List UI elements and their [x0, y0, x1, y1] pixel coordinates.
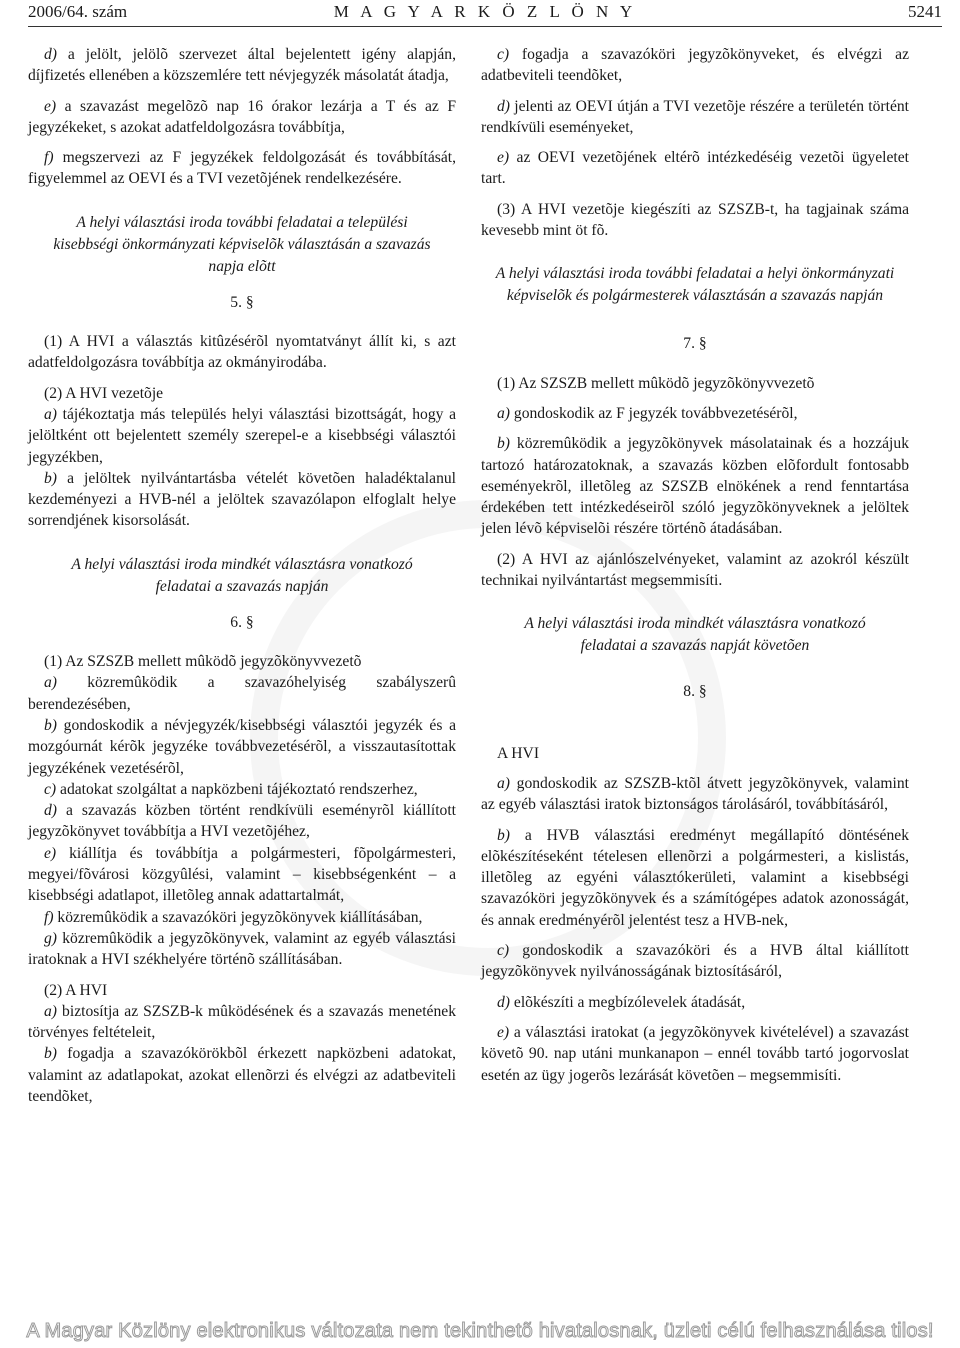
paragraph: (2) A HVI	[44, 981, 108, 999]
issue-number: 2006/64. szám	[28, 2, 128, 21]
list-item: a) közremûködik a szavazóhelyiség szabályszerû berendezésében,	[28, 674, 456, 713]
list-item: c) adatokat szolgáltat a napközbeni tájékoztató rendszerhez,	[44, 780, 418, 798]
list-item: d) a jelölt, jelölõ szervezet által bejelentett igény alapján, díjfizetés ellenében a közszemlére tett névjegyzék másolatát átadja,	[28, 46, 456, 85]
paragraph: (1) Az SZSZB mellett mûködõ jegyzõkönyvvezetõ	[44, 653, 362, 671]
section-heading: A helyi választási iroda további feladatai a helyi önkormányzati képviselõk és polgármesterek választásán a szavazás napján	[495, 265, 895, 305]
paragraph: (2) A HVI az ajánlószelvényeket, valamint az azokról készült technikai nyilvántartást megsemmisíti.	[481, 550, 909, 590]
list-item: d) jelenti az OEVI útján a TVI vezetõje részére a területén történt rendkívüli eseményeket,	[481, 97, 909, 136]
list-item: e) a választási iratokat (a jegyzõkönyvek kivételével) a szavazást követõ 90. nap utáni munkanapon – ennél tovább tartó jogorvoslat esetén az ügy jogerõs lezárását követõen – megsemmisíti.	[481, 1023, 909, 1084]
list-item: a) gondoskodik az SZSZB-ktõl átvett jegyzõkönyvek, valamint az egyéb választási iratok biztonságos tárolásáról, továbbításáról,	[481, 774, 909, 814]
paragraph: (2) A HVI vezetõje	[44, 384, 164, 402]
list-item: b) közremûködik a jegyzõkönyvek másolatainak és a hozzájuk tartozó határozatoknak, a szavazás közben elõfordult fontosabb eseményekrõl, illetõleg az SZSZB elnökének a rend fenntartása érdekében tett intézkedéseirõl szóló jegyzõkönyveknek a jelöltek jelen lévõ képviselõi részére történõ átadásában.	[481, 435, 909, 538]
list-item: a) gondoskodik az F jegyzék továbbvezetésérõl,	[497, 404, 798, 422]
footer-disclaimer: A Magyar Közlöny elektronikus változata nem tekinthetõ hivatalosnak, üzleti célú felhasználása tilos!	[26, 1320, 934, 1342]
list-item: f) közremûködik a szavazóköri jegyzõkönyvek kiállításában,	[44, 908, 423, 926]
list-item: c) fogadja a szavazóköri jegyzõkönyveket, és elvégzi az adatbeviteli teendõket,	[481, 46, 909, 85]
paragraph-number: 8. §	[683, 683, 707, 701]
section-heading: A helyi választási iroda további feladatai a települési kisebbségi önkormányzati képviselõk választásán a szavazás napja elõtt	[53, 213, 431, 275]
header-rule	[28, 26, 942, 27]
list-item: d) elõkészíti a megbízólevelek átadását,	[497, 993, 746, 1011]
list-item: f) megszervezi az F jegyzékek feldolgozását és továbbítását, figyelemmel az OEVI és a TVI vezetõjének rendelkezésére.	[28, 149, 456, 188]
paragraph-number: 5. §	[230, 293, 254, 311]
right-column	[481, 44, 909, 1095]
publication-title: M A G Y A R K Ö Z L Ö N Y	[333, 2, 637, 21]
page-number: 5241	[908, 2, 942, 21]
list-item: b) fogadja a szavazókörökbõl érkezett napközbeni adatokat, valamint az adatlapokat, azokat ellenõrzi és elvégzi az adatbeviteli teendõket,	[28, 1045, 456, 1105]
paragraph: A HVI	[497, 744, 540, 762]
section-heading: A helyi választási iroda mindkét választásra vonatkozó feladatai a szavazás napján	[71, 555, 413, 595]
list-item: e) az OEVI vezetõjének eltérõ intézkedéséig vezetõi ügyeletet tart.	[481, 149, 909, 188]
paragraph: (3) A HVI vezetõje kiegészíti az SZSZB-t, ha tagjainak száma kevesebb mint öt fõ.	[481, 200, 909, 240]
paragraph-number: 7. §	[683, 335, 707, 353]
list-item: a) tájékoztatja más település helyi választási bizottságát, hogy a jelöltként ott bejelentett személy szerepel-e a kisebbségi választói jegyzékben,	[28, 405, 456, 466]
list-item: d) a szavazás közben történt rendkívüli eseményrõl kiállított jegyzõkönyvet továbbítja a HVI vezetõjéhez,	[28, 802, 456, 841]
list-item: g) közremûködik a jegyzõkönyvek, valamint az egyéb választási iratoknak a HVI székhelyére történõ szállításában.	[28, 929, 456, 969]
paragraph: (1) A HVI a választás kitûzésérõl nyomtatványt állít ki, s azt adatfeldolgozásra továbbítja az okmányirodába.	[28, 333, 456, 372]
list-item: a) biztosítja az SZSZB-k mûködésének és a szavazás menetének törvényes feltételeit,	[28, 1002, 456, 1042]
paragraph-number: 6. §	[230, 613, 254, 631]
list-item: b) gondoskodik a névjegyzék/kisebbségi választói jegyzék és a mozgóurnát kérõk jegyzéke továbbvezetésérõl, a visszautasítottak jegyzékének vezetésérõl,	[28, 716, 456, 777]
paragraph: (1) Az SZSZB mellett mûködõ jegyzõkönyvvezetõ	[497, 374, 815, 392]
list-item: e) a szavazást megelõzõ nap 16 órakor lezárja a T és az F jegyzékeket, s azokat adatfeldolgozásra továbbítja,	[28, 97, 456, 136]
list-item: b) a jelöltek nyilvántartásba vételét követõen haladéktalanul kezdeményezi a HVB-nél a jelöltek szavazólapon elfoglalt helye sorrendjének kisorsolását.	[28, 469, 456, 530]
list-item: c) gondoskodik a szavazóköri és a HVB által kiállított jegyzõkönyvek nyilvánosságának biztosításáról,	[481, 942, 909, 981]
left-column	[28, 44, 456, 1107]
section-heading: A helyi választási iroda mindkét választásra vonatkozó feladatai a szavazás napját követõen	[524, 615, 866, 655]
list-item: e) kiállítja és továbbítja a polgármesteri, fõpolgármesteri, megyei/fõvárosi közgyûlési, valamint – kisebbségenként – a kisebbségi adatlapot, illetõleg annak adattartalmát,	[28, 844, 456, 905]
list-item: b) a HVB választási eredményt megállapító döntésének elõkészítéseként tételesen ellenõrzi a polgármesteri, a kislistás, illetõleg az egyéni választókerületi, valamint a kisebbségi szavazóköri jegyzõkönyvek és a számítógépes adatok azonosságát, és annak eredményérõl jelentést tesz a HVB-nek,	[481, 826, 909, 929]
